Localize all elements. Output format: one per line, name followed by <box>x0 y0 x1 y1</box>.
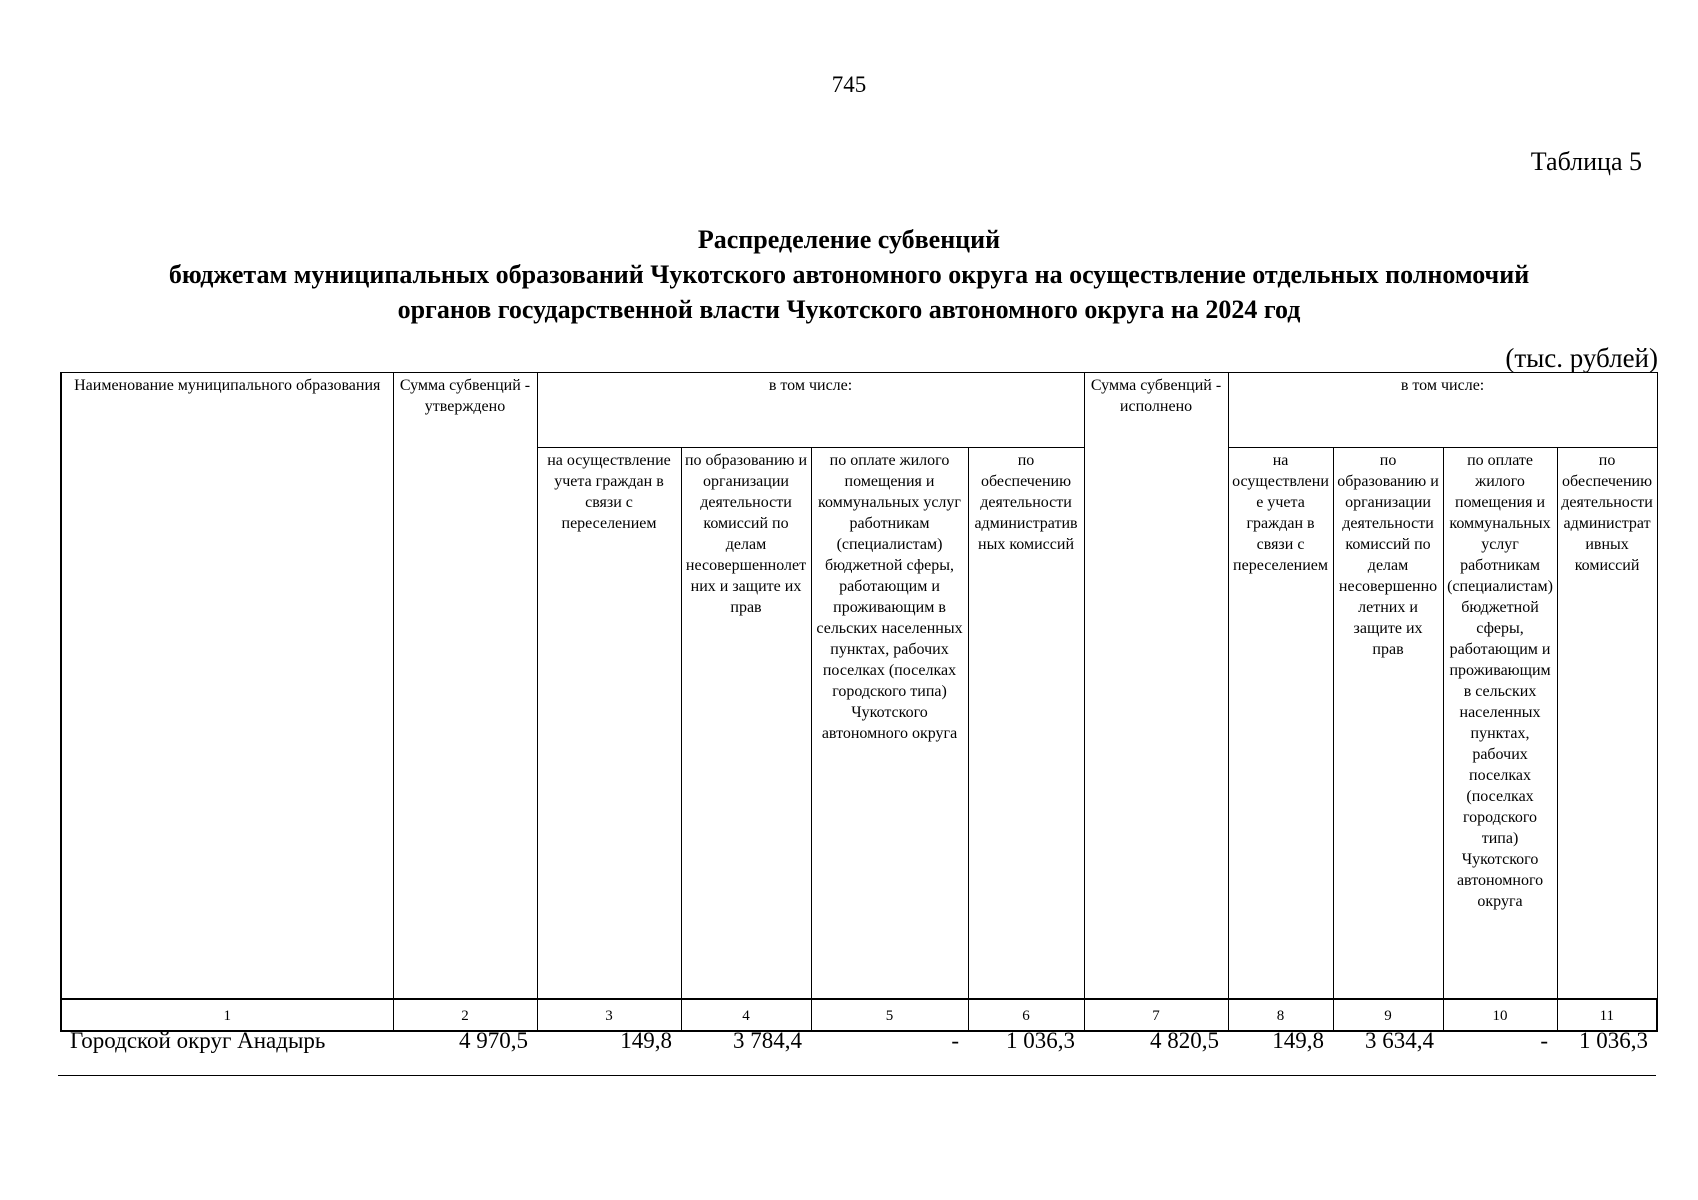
executed-minors-commissions-value: 3 634,4 <box>1365 1028 1434 1053</box>
executed-housing-payment-value: - <box>1540 1028 1548 1053</box>
executed-total-value: 4 820,5 <box>1150 1028 1219 1053</box>
executed-resettlement-value: 149,8 <box>1272 1028 1324 1053</box>
column-number: 10 <box>1443 999 1557 1031</box>
column-number: 2 <box>393 999 537 1031</box>
header-approved-resettlement: на осуществление учета граждан в связи с переселением <box>537 448 681 999</box>
header-approved-total: Сумма субвенций - утверждено <box>393 373 537 999</box>
column-number: 1 <box>61 999 393 1031</box>
header-approved-admin-commissions: по обеспечению деятельности административных комиссий <box>968 448 1084 999</box>
executed-admin-commissions-value: 1 036,3 <box>1579 1028 1648 1053</box>
column-number: 4 <box>681 999 811 1031</box>
header-including-approved: в том числе: <box>537 373 1084 448</box>
approved-total-value: 4 970,5 <box>459 1028 528 1053</box>
column-number: 6 <box>968 999 1084 1031</box>
header-executed-total: Сумма субвенций - исполнено <box>1084 373 1228 999</box>
data-table <box>60 1024 1656 1056</box>
header-executed-resettlement: на осуществление учета граждан в связи с переселением <box>1228 448 1333 999</box>
table-title-line-3: органов государственной власти Чукотского автономного округа на 2024 год <box>397 295 1301 324</box>
column-number: 11 <box>1557 999 1657 1031</box>
header-including-executed: в том числе: <box>1228 373 1657 448</box>
approved-resettlement-value: 149,8 <box>620 1028 672 1053</box>
column-number: 5 <box>811 999 968 1031</box>
column-number: 7 <box>1084 999 1228 1031</box>
header-executed-admin-commissions: по обеспечению деятельности административных комиссий <box>1557 448 1657 999</box>
bottom-rule <box>58 1075 1656 1076</box>
header-approved-housing-payment: по оплате жилого помещения и коммунальных услуг работникам (специалистам) бюджетной сферы, работающим и проживающим в сельских населенных пунктах, рабочих поселках (поселках городского типа) Чукотского автономного округа <box>811 448 968 999</box>
approved-minors-commissions-value: 3 784,4 <box>733 1028 802 1053</box>
table-number: Таблица 5 <box>1530 147 1642 176</box>
page-number: 745 <box>831 72 867 97</box>
approved-admin-commissions-value: 1 036,3 <box>1006 1028 1075 1053</box>
table-title-line-2: бюджетам муниципальных образований Чукотского автономного округа на осуществление отдельных полномочий <box>168 260 1530 289</box>
table-title-line-1: Распределение субвенций <box>697 225 1001 254</box>
header-municipality-name: Наименование муниципального образования <box>61 373 393 999</box>
municipality-name: Городской округ Анадырь <box>70 1028 326 1053</box>
units-label: (тыс. рублей) <box>1505 343 1658 373</box>
column-number: 9 <box>1333 999 1443 1031</box>
header-table <box>60 372 1658 1032</box>
column-number: 3 <box>537 999 681 1031</box>
header-approved-minors-commissions: по образованию и организации деятельности комиссий по делам несовершеннолетних и защите их прав <box>681 448 811 999</box>
approved-housing-payment-value: - <box>951 1028 959 1053</box>
table-row <box>60 1024 1656 1056</box>
column-number: 8 <box>1228 999 1333 1031</box>
header-executed-housing-payment: по оплате жилого помещения и коммунальных услуг работникам (специалистам) бюджетной сферы, работающим и проживающим в сельских населенных пунктах, рабочих поселках (поселках городского типа) Чукотского автономного округа <box>1443 448 1557 999</box>
header-executed-minors-commissions: по образованию и организации деятельности комиссий по делам несовершеннолетних и защите их прав <box>1333 448 1443 999</box>
